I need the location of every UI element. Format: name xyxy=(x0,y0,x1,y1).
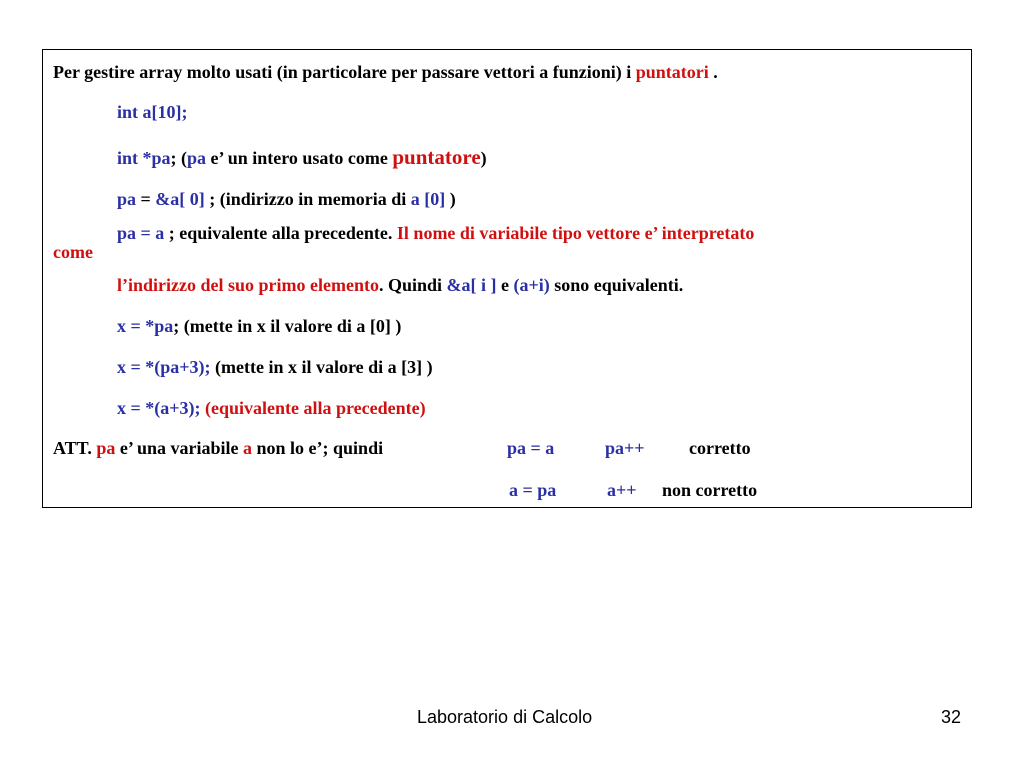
code: int a[10]; xyxy=(117,102,188,122)
text: ; equivalente alla precedente. xyxy=(164,223,397,243)
code: x = *(pa+3); xyxy=(117,357,211,377)
code: a++ xyxy=(607,480,637,500)
highlight: come xyxy=(53,242,93,262)
code-pa-inc xyxy=(605,438,645,458)
text: ; ( xyxy=(170,148,188,168)
keyword: pa xyxy=(96,438,116,458)
code: a [0] xyxy=(410,189,446,209)
text: ; (mette in x il valore di a [0] ) xyxy=(173,316,402,336)
text: . xyxy=(708,62,718,82)
line-first-element xyxy=(117,275,683,295)
code-line-deref xyxy=(117,316,401,336)
text: ATT. xyxy=(53,438,97,458)
line-come xyxy=(53,242,93,262)
code-line-array-decl xyxy=(117,102,188,122)
keyword: puntatore xyxy=(392,145,481,169)
code-line-equivalent xyxy=(117,223,754,243)
highlight: (equivalente alla precedente) xyxy=(200,398,426,418)
code-line-array-deref xyxy=(117,398,426,418)
code: pa = a xyxy=(507,438,555,458)
text: sono equivalenti. xyxy=(549,275,684,295)
code: pa++ xyxy=(605,438,645,458)
text: e’ un intero usato come xyxy=(206,148,393,168)
code: pa xyxy=(187,148,207,168)
text: ; (indirizzo in memoria di xyxy=(204,189,411,209)
code: pa xyxy=(117,189,137,209)
footer-title: Laboratorio di Calcolo xyxy=(417,707,593,727)
code-a-eq-pa xyxy=(509,480,556,500)
code-line-address xyxy=(117,189,456,209)
code-line-pointer-decl xyxy=(117,147,487,168)
code: (a+i) xyxy=(513,275,550,295)
text: . Quindi xyxy=(378,275,447,295)
label-not-correct xyxy=(662,480,757,500)
code: a = pa xyxy=(509,480,557,500)
line-intro xyxy=(53,62,718,82)
highlight: Il nome di variabile tipo vettore e’ interpretato xyxy=(396,223,755,243)
code-pa-eq-a xyxy=(507,438,554,458)
code: &a[ 0] xyxy=(155,189,205,209)
code: &a[ i ] xyxy=(446,275,497,295)
text: ) xyxy=(445,189,456,209)
text: e’ una variabile xyxy=(115,438,244,458)
text: corretto xyxy=(689,438,751,458)
code: x = *pa xyxy=(117,316,174,336)
code: x = *(a+3); xyxy=(117,398,201,418)
code-a-inc xyxy=(607,480,637,500)
text: non corretto xyxy=(662,480,758,500)
label-correct xyxy=(689,438,751,458)
text: Per gestire array molto usati (in particolare per passare vettori a funzioni) i xyxy=(53,62,636,82)
text: = xyxy=(136,189,156,209)
code: int *pa xyxy=(117,148,171,168)
keyword: puntatori xyxy=(635,62,709,82)
text: ) xyxy=(480,148,487,168)
page-number: 32 xyxy=(941,707,962,727)
text: non lo e’; quindi xyxy=(252,438,384,458)
code: pa = a xyxy=(117,223,165,243)
text: e xyxy=(496,275,514,295)
keyword: a xyxy=(243,438,253,458)
line-attention xyxy=(53,438,383,458)
highlight: l’indirizzo del suo primo elemento xyxy=(117,275,379,295)
text: (mette in x il valore di a [3] ) xyxy=(210,357,433,377)
code-line-deref-offset xyxy=(117,357,433,377)
